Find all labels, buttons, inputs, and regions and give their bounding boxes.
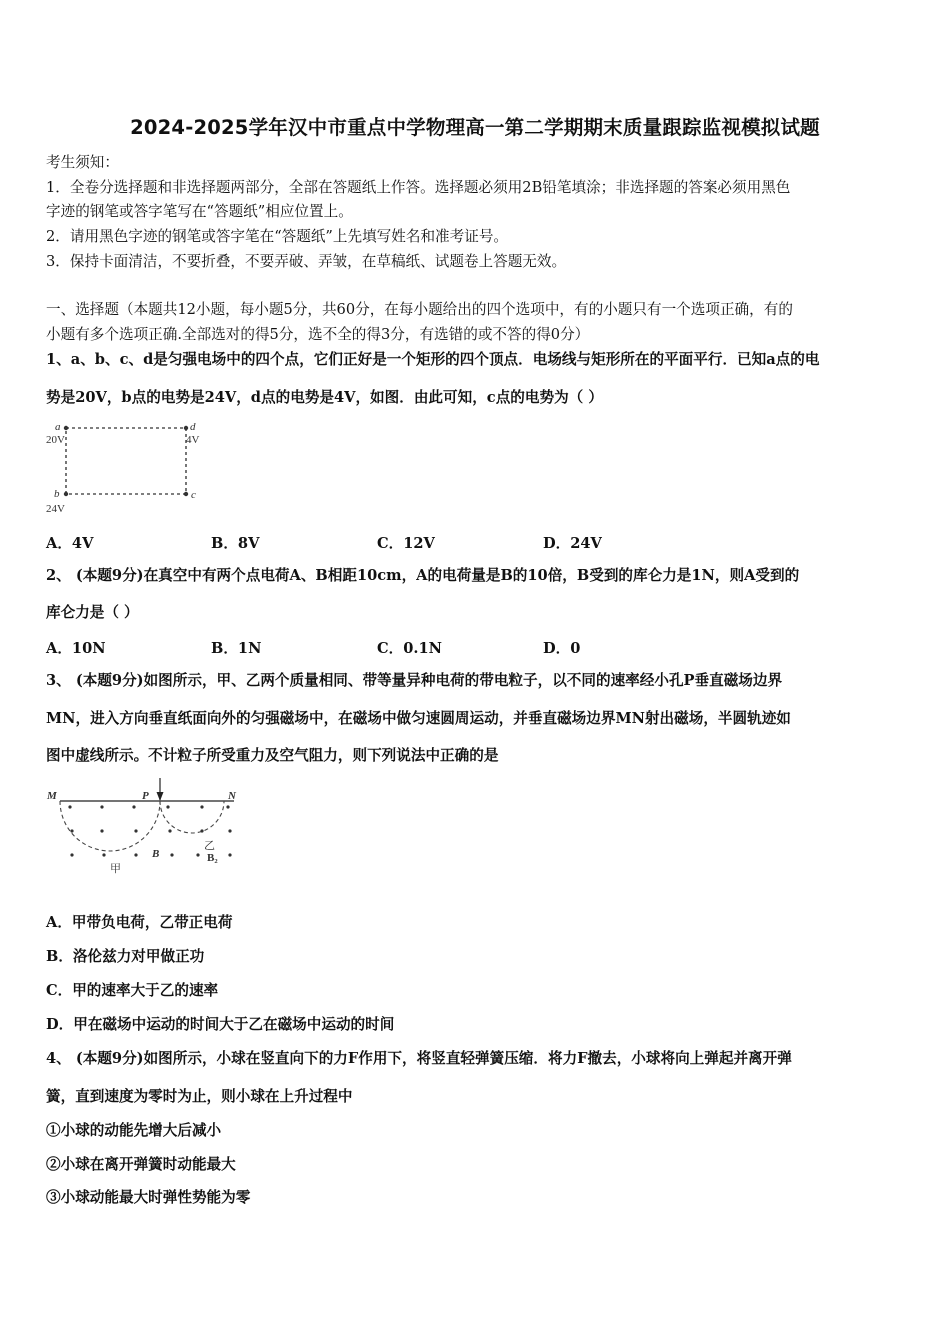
q2-option-a[interactable]: A．10N xyxy=(46,640,106,657)
notice-item-1-cont: 字迹的钢笔或答字笔写在“答题纸”相应位置上。 xyxy=(46,203,353,220)
q1-option-d[interactable]: D．24V xyxy=(543,535,602,552)
q3-label-yi: 乙 xyxy=(204,839,215,852)
q1-label-b: b xyxy=(54,488,60,500)
q3-entry-arrow-head xyxy=(157,792,164,801)
q3-label-m: M xyxy=(47,790,57,802)
page-title: 2024-2025学年汉中市重点中学物理高一第二学期期末质量跟踪监视模拟试题 xyxy=(130,116,820,139)
q1-label-a-voltage: 20V xyxy=(46,434,65,446)
q2-options xyxy=(46,637,746,657)
notice-item-2: 2．请用黑色字迹的钢笔或答字笔在“答题纸”上先填写姓名和准考证号。 xyxy=(46,228,509,245)
q3-stem-line3: 图中虚线所示。不计粒子所受重力及空气阻力，则下列说法中正确的是 xyxy=(46,747,499,764)
q1-options xyxy=(46,532,746,552)
q1-label-a: a xyxy=(55,421,61,433)
q3-option-d[interactable]: D．甲在磁场中运动的时间大于乙在磁场中运动的时间 xyxy=(46,1016,395,1033)
q3-magnetic-field-figure xyxy=(44,776,254,880)
q1-option-b[interactable]: B．8V xyxy=(211,535,260,552)
q3-option-a[interactable]: A．甲带负电荷，乙带正电荷 xyxy=(46,914,233,931)
q1-label-c: c xyxy=(191,489,196,501)
q1-point-b xyxy=(64,492,68,496)
q1-label-b-voltage: 24V xyxy=(46,503,65,515)
q3-label-p: P xyxy=(142,790,149,802)
q2-option-b[interactable]: B．1N xyxy=(211,640,262,657)
q1-option-a[interactable]: A．4V xyxy=(46,535,94,552)
q4-stem-line1: 4、 (本题9分)如图所示，小球在竖直向下的力F作用下，将竖直轻弹簧压缩．将力F撤去，小球将向上弹起并离开弹 xyxy=(46,1050,792,1067)
q3-label-b2: B₂ xyxy=(207,852,218,864)
q4-statement-2: ②小球在离开弹簧时动能最大 xyxy=(46,1156,236,1173)
q2-option-c[interactable]: C．0.1N xyxy=(377,640,442,657)
q4-stem-line2: 簧，直到速度为零时为止，则小球在上升过程中 xyxy=(46,1088,353,1105)
q4-statement-3: ③小球动能最大时弹性势能为零 xyxy=(46,1189,251,1206)
q3-label-n: N xyxy=(228,790,236,802)
q3-trajectory-yi xyxy=(160,801,224,833)
notice-item-1: 1．全卷分选择题和非选择题两部分，全部在答题纸上作答。选择题必须用2B铅笔填涂；非选择题的答案必须用黑色 xyxy=(46,179,791,196)
q3-option-c[interactable]: C．甲的速率大于乙的速率 xyxy=(46,982,219,999)
q1-label-d: d xyxy=(190,421,196,433)
q3-trajectory-jia xyxy=(60,801,160,851)
q2-option-d[interactable]: D．0 xyxy=(543,640,581,657)
q3-stem-line2: MN，进入方向垂直纸面向外的匀强磁场中，在磁场中做匀速圆周运动，并垂直磁场边界MN射出磁场，半圆轨迹如 xyxy=(46,710,791,727)
q3-option-b[interactable]: B．洛伦兹力对甲做正功 xyxy=(46,948,205,965)
q2-stem-line1: 2、 (本题9分)在真空中有两个点电荷A、B相距10cm，A的电荷量是B的10倍，B受到的库仑力是1N，则A受到的 xyxy=(46,567,800,584)
q1-point-c xyxy=(184,492,188,496)
q4-statement-1: ①小球的动能先增大后减小 xyxy=(46,1122,222,1139)
section-heading-line2: 小题有多个选项正确.全部选对的得5分，选不全的得3分，有选错的或不答的得0分） xyxy=(46,326,590,343)
q1-option-c[interactable]: C．12V xyxy=(377,535,435,552)
q1-point-d xyxy=(184,426,188,430)
q1-dashed-rectangle xyxy=(66,428,186,494)
notice-item-3: 3．保持卡面清洁，不要折叠，不要弄破、弄皱，在草稿纸、试题卷上答题无效。 xyxy=(46,253,567,270)
q2-stem-line2: 库仑力是（ ） xyxy=(46,604,139,621)
q1-stem-line2: 势是20V，b点的电势是24V，d点的电势是4V，如图．由此可知，c点的电势为（ ） xyxy=(46,389,603,406)
q1-point-a xyxy=(64,426,68,430)
q3-label-jia: 甲 xyxy=(110,862,121,875)
q1-label-d-voltage: 4V xyxy=(186,434,200,446)
section-heading-line1: 一、选择题（本题共12小题，每小题5分，共60分，在每小题给出的四个选项中，有的小题只有一个选项正确，有的 xyxy=(46,301,793,318)
q1-stem-line1: 1、a、b、c、d是匀强电场中的四个点，它们正好是一个矩形的四个顶点．电场线与矩形所在的平面平行．已知a点的电 xyxy=(46,351,820,368)
q3-stem-line1: 3、 (本题9分)如图所示，甲、乙两个质量相同、带等量异种电荷的带电粒子，以不同的速率经小孔P垂直磁场边界 xyxy=(46,672,783,689)
q3-label-b: B xyxy=(152,848,160,860)
notice-heading: 考生须知： xyxy=(46,154,119,171)
q1-rectangle-figure xyxy=(44,420,214,520)
